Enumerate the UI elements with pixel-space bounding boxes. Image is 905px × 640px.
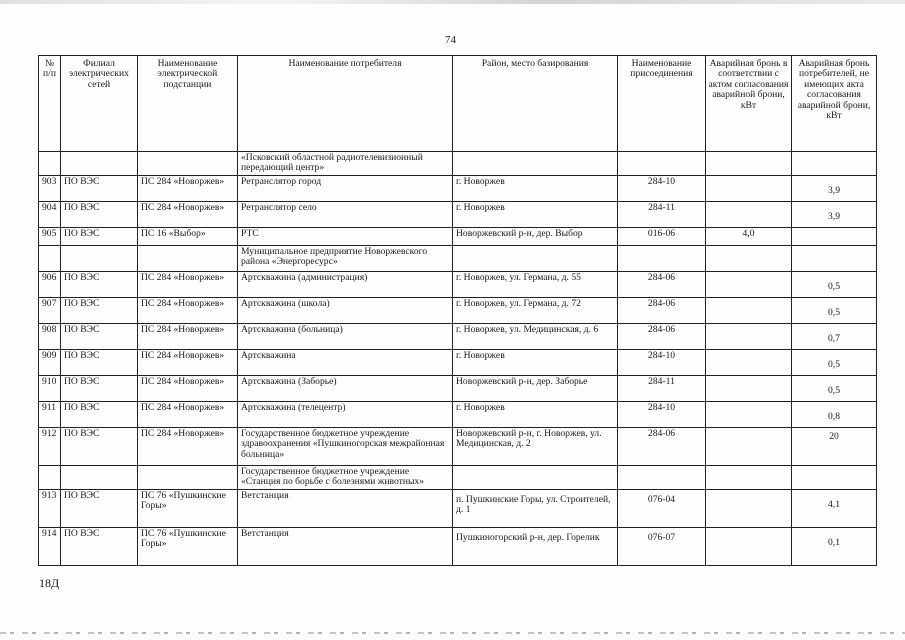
table-row (39, 527, 877, 565)
header-cell: Наименование потребителя (238, 56, 453, 152)
branch-cell: ПО ВЭС (61, 201, 138, 227)
location-cell: г. Новоржев, ул. Германа, д. 72 (453, 297, 618, 323)
scan-edge-bottom (0, 632, 905, 634)
branch-cell: ПО ВЭС (61, 271, 138, 297)
reserve-noact-cell: 0,1 (792, 527, 877, 565)
branch-cell: ПО ВЭС (61, 401, 138, 427)
consumer-cell: Артскважина (телецентр) (238, 401, 453, 427)
location-cell: г. Новоржев (453, 201, 618, 227)
row-number: 913 (39, 489, 61, 527)
row-number: 903 (39, 175, 61, 201)
table-row (39, 201, 877, 227)
connection-cell: 284-11 (618, 375, 706, 401)
section-row (39, 152, 877, 176)
location-cell: Новоржевский р-н, г. Новоржев, ул. Медицинская, д. 2 (453, 427, 618, 465)
reserve-noact-cell: 0,5 (792, 349, 877, 375)
reserve-noact-cell (792, 227, 877, 245)
row-number: 907 (39, 297, 61, 323)
substation-cell: ПС 284 «Новоржев» (138, 401, 238, 427)
reserve-act-cell (706, 375, 792, 401)
connection-cell: 076-04 (618, 489, 706, 527)
location-cell: г. Новоржев (453, 349, 618, 375)
branch-cell: ПО ВЭС (61, 175, 138, 201)
row-number: 914 (39, 527, 61, 565)
consumer-cell: Артскважина (238, 349, 453, 375)
section-title: Государственное бюджетное учреждение «Станция по борьбе с болезнями животных» (238, 465, 453, 489)
reserve-noact-cell: 20 (792, 427, 877, 465)
consumer-cell: Ретранслятор село (238, 201, 453, 227)
header-cell: Филиал электрических сетей (61, 56, 138, 152)
section-title: Муниципальное предприятие Новоржевского района «Энергоресурс» (238, 245, 453, 271)
consumer-cell: Артскважина (администрация) (238, 271, 453, 297)
substation-cell: ПС 16 «Выбор» (138, 227, 238, 245)
section-row (39, 245, 877, 271)
reserve-noact-cell: 4,1 (792, 489, 877, 527)
table-row (39, 323, 877, 349)
branch-cell: ПО ВЭС (61, 375, 138, 401)
reserve-act-cell (706, 175, 792, 201)
reserve-noact-cell: 3,9 (792, 175, 877, 201)
table-row (39, 489, 877, 527)
row-number: 912 (39, 427, 61, 465)
page-number: 74 (445, 34, 456, 46)
substation-cell: ПС 284 «Новоржев» (138, 427, 238, 465)
consumer-cell: Ветстанция (238, 489, 453, 527)
substation-cell: ПС 284 «Новоржев» (138, 175, 238, 201)
consumer-cell: Ветстанция (238, 527, 453, 565)
header-cell: Район, место базирования (453, 56, 618, 152)
header-cell: № п/п (39, 56, 61, 152)
reserve-act-cell (706, 401, 792, 427)
reserve-act-cell (706, 323, 792, 349)
table-row (39, 271, 877, 297)
row-number: 904 (39, 201, 61, 227)
location-cell: п. Пушкинские Горы, ул. Строителей, д. 1 (453, 489, 618, 527)
table-row (39, 349, 877, 375)
header-row (39, 56, 877, 152)
reserve-act-cell: 4,0 (706, 227, 792, 245)
reserve-act-cell (706, 297, 792, 323)
substation-cell: ПС 76 «Пушкинские Горы» (138, 489, 238, 527)
substation-cell: ПС 284 «Новоржев» (138, 271, 238, 297)
branch-cell: ПО ВЭС (61, 323, 138, 349)
connection-cell: 076-07 (618, 527, 706, 565)
substation-cell: ПС 284 «Новоржев» (138, 323, 238, 349)
scan-edge-top (0, 0, 905, 4)
location-cell: г. Новоржев (453, 401, 618, 427)
header-cell: Наименование электрической подстанции (138, 56, 238, 152)
location-cell: г. Новоржев (453, 175, 618, 201)
location-cell: г. Новоржев, ул. Медицинская, д. 6 (453, 323, 618, 349)
substation-cell: ПС 284 «Новоржев» (138, 375, 238, 401)
reserve-act-cell (706, 427, 792, 465)
row-number: 906 (39, 271, 61, 297)
connection-cell: 284-11 (618, 201, 706, 227)
footer-code: 18Д (39, 576, 60, 590)
branch-cell: ПО ВЭС (61, 527, 138, 565)
header-cell: Аварийная бронь в соответствии с актом согласования аварийной брони, кВт (706, 56, 792, 152)
connection-cell: 016-06 (618, 227, 706, 245)
reserve-noact-cell: 0,5 (792, 297, 877, 323)
branch-cell: ПО ВЭС (61, 489, 138, 527)
row-number: 909 (39, 349, 61, 375)
row-number: 908 (39, 323, 61, 349)
reserve-act-cell (706, 201, 792, 227)
consumer-cell: Артскважина (школа) (238, 297, 453, 323)
branch-cell: ПО ВЭС (61, 349, 138, 375)
branch-cell: ПО ВЭС (61, 227, 138, 245)
connection-cell: 284-06 (618, 427, 706, 465)
table-row (39, 427, 877, 465)
reserve-act-cell (706, 271, 792, 297)
table-row (39, 401, 877, 427)
substation-cell: ПС 76 «Пушкинские Горы» (138, 527, 238, 565)
location-cell: Новоржевский р-н, дер. Заборье (453, 375, 618, 401)
reserve-noact-cell: 0,8 (792, 401, 877, 427)
connection-cell: 284-10 (618, 349, 706, 375)
header-cell: Наименование присоединения (618, 56, 706, 152)
table-row (39, 175, 877, 201)
section-row (39, 465, 877, 489)
connection-cell: 284-10 (618, 401, 706, 427)
row-number: 910 (39, 375, 61, 401)
reserve-act-cell (706, 489, 792, 527)
connection-cell: 284-06 (618, 271, 706, 297)
connection-cell: 284-06 (618, 323, 706, 349)
location-cell: г. Новоржев, ул. Германа, д. 55 (453, 271, 618, 297)
header-cell: Аварийная бронь потребителей, не имеющих акта согласования аварийной брони, кВт (792, 56, 877, 152)
reserve-noact-cell: 0,7 (792, 323, 877, 349)
reserve-noact-cell: 0,5 (792, 375, 877, 401)
location-cell: Пушкиногорский р-н, дер. Горелик (453, 527, 618, 565)
consumer-cell: РТС (238, 227, 453, 245)
reserve-noact-cell: 0,5 (792, 271, 877, 297)
consumer-table (38, 55, 877, 566)
reserve-noact-cell: 3,9 (792, 201, 877, 227)
table-row (39, 227, 877, 245)
connection-cell: 284-10 (618, 175, 706, 201)
consumer-cell: Артскважина (Заборье) (238, 375, 453, 401)
connection-cell: 284-06 (618, 297, 706, 323)
table-row (39, 297, 877, 323)
section-title: «Псковский областной радиотелевизионный передающий центр» (238, 152, 453, 176)
branch-cell: ПО ВЭС (61, 297, 138, 323)
consumer-cell: Государственное бюджетное учреждение здравоохранения «Пушкиногорская межрайонная больница» (238, 427, 453, 465)
table-row (39, 375, 877, 401)
reserve-act-cell (706, 349, 792, 375)
location-cell: Новоржевский р-н, дер. Выбор (453, 227, 618, 245)
consumer-cell: Артскважина (больница) (238, 323, 453, 349)
consumer-cell: Ретранслятор город (238, 175, 453, 201)
substation-cell: ПС 284 «Новоржев» (138, 349, 238, 375)
row-number: 911 (39, 401, 61, 427)
substation-cell: ПС 284 «Новоржев» (138, 297, 238, 323)
row-number: 905 (39, 227, 61, 245)
branch-cell: ПО ВЭС (61, 427, 138, 465)
substation-cell: ПС 284 «Новоржев» (138, 201, 238, 227)
reserve-act-cell (706, 527, 792, 565)
